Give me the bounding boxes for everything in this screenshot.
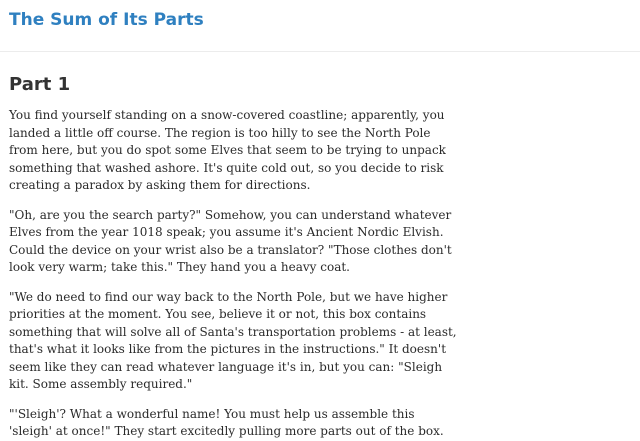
text-line: priorities at the moment. You see, believe it or not, this box contains [9, 307, 427, 321]
text-line: creating a paradox by asking them for directions. [9, 178, 311, 192]
paragraph [9, 107, 446, 195]
paragraph [9, 207, 452, 277]
text-line: "Oh, are you the search party?" Somehow, you can understand whatever [9, 207, 452, 222]
text-line: "'Sleigh'? What a wonderful name! You must help us assemble this [9, 406, 415, 421]
text-line: "We do need to find our way back to the North Pole, but we have higher [9, 289, 448, 304]
site-title-link[interactable]: The Sum of Its Parts [9, 10, 204, 30]
text-line: kit. Some assembly required." [9, 377, 193, 391]
text-line: from here, but you do spot some Elves that seem to be trying to unpack [9, 143, 446, 157]
text-line: Elves from the year 1018 speak; you assume it's Ancient Nordic Elvish. [9, 225, 444, 239]
paragraph [9, 406, 444, 441]
main-content [0, 73, 457, 441]
text-line: something that will solve all of Santa's transportation problems - at least, [9, 324, 457, 339]
paragraph [9, 289, 457, 394]
text-line: something that washed ashore. It's quite cold out, so you decide to risk [9, 160, 444, 175]
text-line: seem like they can read whatever language it's in, but you can: "Sleigh [9, 359, 443, 374]
text-line: landed a little off course. The region is too hilly to see the North Pole [9, 125, 431, 140]
text-line: look very warm; take this." They hand you a heavy coat. [9, 260, 350, 274]
text-line: Could the device on your wrist also be a translator? "Those clothes don't [9, 242, 452, 257]
text-line: You find yourself standing on a snow-covered coastline; apparently, you [9, 108, 445, 122]
text-line: that's what it looks like from the pictures in the instructions." It doesn't [9, 342, 447, 356]
text-line: 'sleigh' at once!" They start excitedly pulling more parts out of the box. [9, 424, 444, 438]
site-header [0, 0, 640, 52]
part-heading: Part 1 [9, 74, 71, 95]
